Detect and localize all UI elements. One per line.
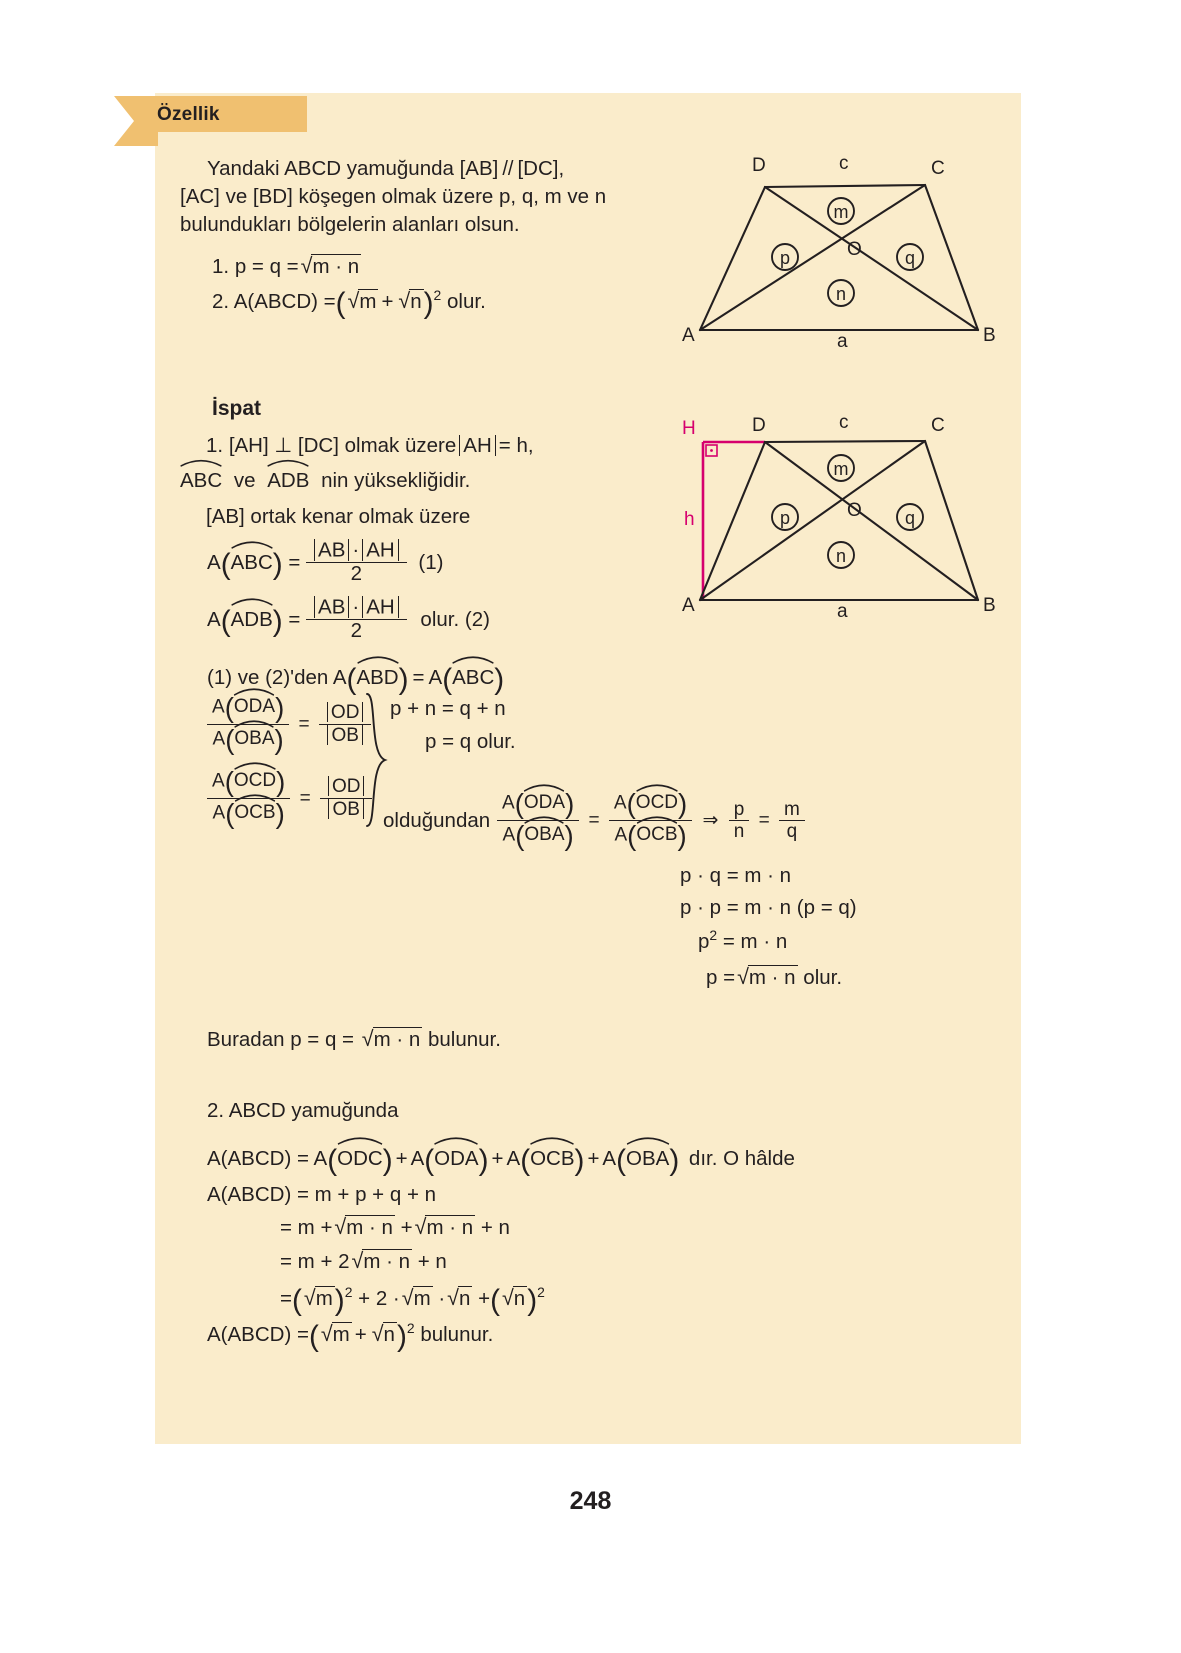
- property-item-2-number: 2.: [212, 289, 230, 313]
- figure2-label-C: C: [931, 415, 945, 436]
- triangle-ODA-2: ODA: [524, 789, 565, 813]
- mq-fraction: [779, 799, 805, 843]
- l5-exp1: 2: [344, 1284, 353, 1301]
- figure1-label-C: C: [931, 158, 945, 179]
- ratio4-fraction: [609, 789, 692, 852]
- figure-trapezoid-with-height: [680, 412, 1000, 622]
- part2-line-4: [280, 1247, 447, 1276]
- from12-prefix: (1) ve (2)'den: [207, 665, 329, 689]
- proof-heading: İspat: [212, 397, 262, 420]
- triangle-OCD: OCD: [234, 767, 276, 791]
- figure2-label-A: A: [682, 595, 695, 616]
- banner-label: Özellik: [157, 104, 220, 125]
- eq1-tag: (1): [418, 551, 444, 575]
- eq2-close: ): [272, 605, 283, 639]
- proof-ratio-2: [207, 768, 372, 831]
- figure2-label-c: c: [839, 412, 849, 433]
- intro-line-1-a: Yandaki ABCD yamuğunda [AB]: [207, 157, 499, 180]
- eq1-fraction: [306, 539, 407, 586]
- brace-result-line-1: p + n = q + n: [390, 697, 506, 720]
- intro-line-2: [AC] ve [BD] köşegen olmak üzere p, q, m ve n: [180, 185, 607, 208]
- property-item-2: [212, 284, 486, 324]
- part2-line-6: A(ABCD) $=(√m + √n)^2$ bulunur.: [207, 1320, 494, 1353]
- figure1-label-a: a: [837, 331, 848, 352]
- eq2-fraction: [306, 596, 407, 643]
- ratio4-den: A( OCB): [609, 820, 692, 852]
- triangle-ODA: ODA: [234, 693, 275, 717]
- triangle-OCB: OCB: [234, 799, 275, 823]
- part2-l3-tail: + n: [480, 1216, 510, 1239]
- property-item-1-number: 1.: [212, 255, 230, 278]
- part2-line-1: A(ABCD) = A( ODC) + A( ODA) + A( OCB) + A( OBA) dır. O hâlde: [207, 1141, 795, 1181]
- ratio2-rnum: OD: [320, 776, 373, 797]
- eq2-A: A: [207, 608, 221, 632]
- figure2-label-h: h: [684, 509, 695, 530]
- calc3-exponent: 2: [709, 927, 718, 943]
- buradan-line: [207, 1025, 501, 1054]
- part2-heading-text: ABCD yamuğunda: [228, 1099, 399, 1122]
- proof-step-1-eq: = h,: [498, 434, 534, 457]
- sqrt-n-l6: √n: [371, 1321, 395, 1346]
- sqrt-mn-l3b: √m · n: [414, 1215, 474, 1239]
- from12-close2: ): [494, 663, 505, 696]
- proof-step-1-number: 1.: [206, 434, 224, 457]
- from12-open1: (: [346, 663, 357, 696]
- from12-equals: =: [412, 665, 425, 689]
- part2-number: 2.: [207, 1099, 225, 1122]
- sqrt-mn-calc4: √m · n: [737, 965, 796, 989]
- ratio1-num: A( ODA): [207, 693, 289, 724]
- proof-equation-1: [207, 540, 443, 587]
- figure1-label-O: O: [847, 239, 862, 260]
- brace-result-line-2: p = q olur.: [425, 730, 516, 753]
- part2-l6-lhs: A(ABCD) =: [207, 1322, 309, 1346]
- mq-den: q: [779, 820, 805, 842]
- eq1-A: A: [207, 551, 221, 575]
- part2-l1-tail: dır. O hâlde: [688, 1146, 795, 1170]
- buradan-lhs: Buradan p = q =: [207, 1028, 355, 1051]
- eq2-denominator: 2: [306, 619, 407, 643]
- triangle-ABC: ABC: [180, 464, 222, 495]
- figure2-label-B: B: [983, 595, 996, 616]
- eq1-triangle: ABC: [231, 546, 273, 577]
- part2-line-5: $=(√m)^2 + 2 \cdot√m \cdot√n +(√n)^2$: [280, 1284, 545, 1317]
- ratio3-num: A( ODA): [497, 789, 579, 820]
- proof-step-2-mid: ve: [233, 469, 256, 492]
- triangle-OBA: OBA: [234, 725, 274, 749]
- abs-AH: AH: [456, 432, 498, 460]
- figure2-label-O: O: [847, 500, 862, 521]
- sqrt-n-l5: √n: [447, 1285, 471, 1310]
- calc4-lhs: p =: [706, 966, 736, 989]
- sqrt-m-l5: √m: [303, 1285, 333, 1310]
- calc3-p: p: [698, 929, 710, 953]
- ratio2-num: A( OCD): [207, 767, 290, 798]
- ratio4-num: A( OCD): [609, 789, 692, 820]
- figure1-label-D: D: [752, 155, 766, 176]
- triangle-ODA-3: ODA: [434, 1142, 478, 1173]
- triangle-OCD-2: OCD: [636, 789, 678, 813]
- part2-l5-mid: + 2 ·: [358, 1286, 400, 1310]
- triangle-OBA-2: OBA: [524, 821, 564, 845]
- figure2-region-p: p: [779, 508, 791, 528]
- property-item-1-lhs: p = q =: [234, 255, 299, 278]
- ratio1-den: A( OBA): [207, 724, 289, 756]
- proof-step-1-text: [AH] ⊥ [DC] olmak üzere: [228, 434, 457, 457]
- part2-line-2: A(ABCD) = m + p + q + n: [207, 1183, 437, 1206]
- eq1-open: (: [220, 548, 231, 582]
- ratio3-equals: =: [588, 810, 600, 832]
- proof-step-1: [206, 432, 534, 460]
- eq1-close: ): [272, 548, 283, 582]
- triangle-OCB-3: OCB: [530, 1142, 574, 1173]
- calc-line-2: p · p = m · n (p = q): [680, 896, 857, 919]
- intro-line-3: bulundukları bölgelerin alanları olsun.: [180, 213, 520, 236]
- proof-step-2-tail: nin yüksekliğidir.: [321, 469, 471, 492]
- calc-line-3: [698, 926, 787, 956]
- l5-exp2: 2: [537, 1284, 545, 1301]
- page-number: 248: [569, 1487, 612, 1515]
- part2-l5-eq: =: [280, 1286, 292, 1310]
- figure1-label-B: B: [983, 325, 996, 346]
- implies-arrow: ⇒: [702, 810, 719, 832]
- mq-num: m: [783, 798, 800, 820]
- sqrt-m: √m: [347, 288, 377, 313]
- eq2-equals: =: [288, 608, 301, 632]
- pn-fraction: [729, 799, 750, 843]
- triangle-ODC: ODC: [337, 1142, 383, 1173]
- ratio2-equals: =: [299, 788, 311, 810]
- eq1-denominator: 2: [306, 562, 407, 586]
- figure1-region-p: p: [779, 248, 791, 268]
- sqrt-m-l5b: √m: [401, 1285, 431, 1310]
- ratio1-equals: =: [298, 714, 310, 736]
- from12-A1: A: [332, 665, 347, 689]
- ratio3-fraction: [497, 789, 579, 852]
- intro-line-1: [207, 155, 564, 183]
- part2-l6-tail: bulunur.: [420, 1322, 494, 1346]
- figure2-region-q: q: [904, 508, 916, 528]
- proof-step-2: [180, 464, 470, 495]
- olduğundan-label: olduğundan: [383, 809, 491, 832]
- triangle-ABD: ABD: [356, 661, 398, 692]
- eq2-open: (: [220, 605, 231, 639]
- sqrt-m-l6: √m: [320, 1321, 350, 1346]
- calc-line-4: [706, 963, 842, 992]
- eq2-triangle: ADB: [231, 603, 273, 634]
- part2-l1-lhs: A(ABCD) =: [207, 1146, 309, 1170]
- sqrt-mn-buradan: √m · n: [361, 1027, 421, 1051]
- proof-step-3: [AB] ortak kenar olmak üzere: [206, 505, 471, 528]
- proof-equation-2: [207, 597, 490, 644]
- property-item-1: [212, 252, 361, 281]
- parallel-symbol: //: [502, 158, 514, 180]
- figure1-label-A: A: [682, 325, 695, 346]
- from12-A2: A: [428, 665, 443, 689]
- figure2-region-n: n: [835, 546, 847, 566]
- calc-line-1: p · q = m · n: [680, 864, 792, 887]
- close-paren: ): [423, 287, 434, 320]
- ratio1-rnum: OD: [319, 702, 372, 723]
- eq1-equals: =: [288, 551, 301, 575]
- sqrt-n-l5b: √n: [501, 1285, 526, 1310]
- triangle-ADB: ADB: [267, 464, 309, 495]
- proof-combined-ratio: [497, 790, 805, 853]
- ratio2-left-fraction: [207, 767, 290, 830]
- ratio2-rden: OB: [320, 798, 373, 820]
- sqrt-n: √n: [398, 288, 422, 313]
- calc3-rest: = m · n: [722, 929, 788, 953]
- pn-equals: =: [758, 810, 770, 832]
- property-item-2-tail: olur.: [447, 289, 486, 313]
- plus-sign: +: [381, 289, 394, 313]
- ratio1-rden: OB: [319, 724, 372, 746]
- figure2-label-D: D: [752, 415, 766, 436]
- property-item-2-lhs: A(ABCD) =: [233, 289, 336, 313]
- part2-line-3: = m +√m · n +√m · n + n: [280, 1213, 510, 1242]
- ratio3-den: A( OBA): [497, 820, 579, 852]
- eq1-numerator: AB · AH: [306, 539, 407, 562]
- eq2-tag: olur. (2): [420, 608, 490, 632]
- open-paren: (: [335, 287, 346, 320]
- intro-line-1-b: [DC],: [517, 157, 565, 180]
- pn-num: p: [733, 798, 745, 820]
- pn-den: n: [729, 820, 750, 842]
- sqrt-mn-l3a: √m · n: [334, 1215, 393, 1239]
- figure1-region-n: n: [835, 284, 847, 304]
- triangle-OCB-2: OCB: [636, 821, 677, 845]
- figure1-region-m: m: [833, 202, 849, 222]
- figure2-label-H: H: [682, 418, 696, 439]
- exponent-2: 2: [433, 287, 442, 304]
- triangle-ABC-2: ABC: [452, 661, 494, 692]
- eq2-numerator: AB · AH: [306, 596, 407, 619]
- proof-ratio-1: [207, 694, 371, 757]
- sqrt-mn: √m · n: [300, 254, 360, 278]
- part2-heading: [207, 1097, 398, 1125]
- figure1-label-c: c: [839, 153, 849, 174]
- figure2-region-m: m: [833, 459, 849, 479]
- ratio2-den: A( OCB): [207, 798, 290, 830]
- figure-trapezoid-abcd: [680, 145, 1000, 352]
- part2-l3-eq: = m +: [280, 1216, 333, 1239]
- calc4-tail: olur.: [803, 966, 843, 989]
- part2-l4-tail: + n: [417, 1250, 447, 1273]
- triangle-OBA-3: OBA: [626, 1142, 669, 1173]
- ratio1-left-fraction: [207, 693, 289, 756]
- figure2-label-a: a: [837, 601, 848, 622]
- buradan-tail: bulunur.: [427, 1028, 501, 1051]
- sqrt-mn-l4: √m · n: [351, 1249, 411, 1273]
- from12-open2: (: [442, 663, 453, 696]
- from12-close1: ): [398, 663, 409, 696]
- part2-l4-eq: = m + 2: [280, 1250, 350, 1273]
- l6-exp: 2: [406, 1320, 415, 1337]
- figure1-region-q: q: [904, 248, 916, 268]
